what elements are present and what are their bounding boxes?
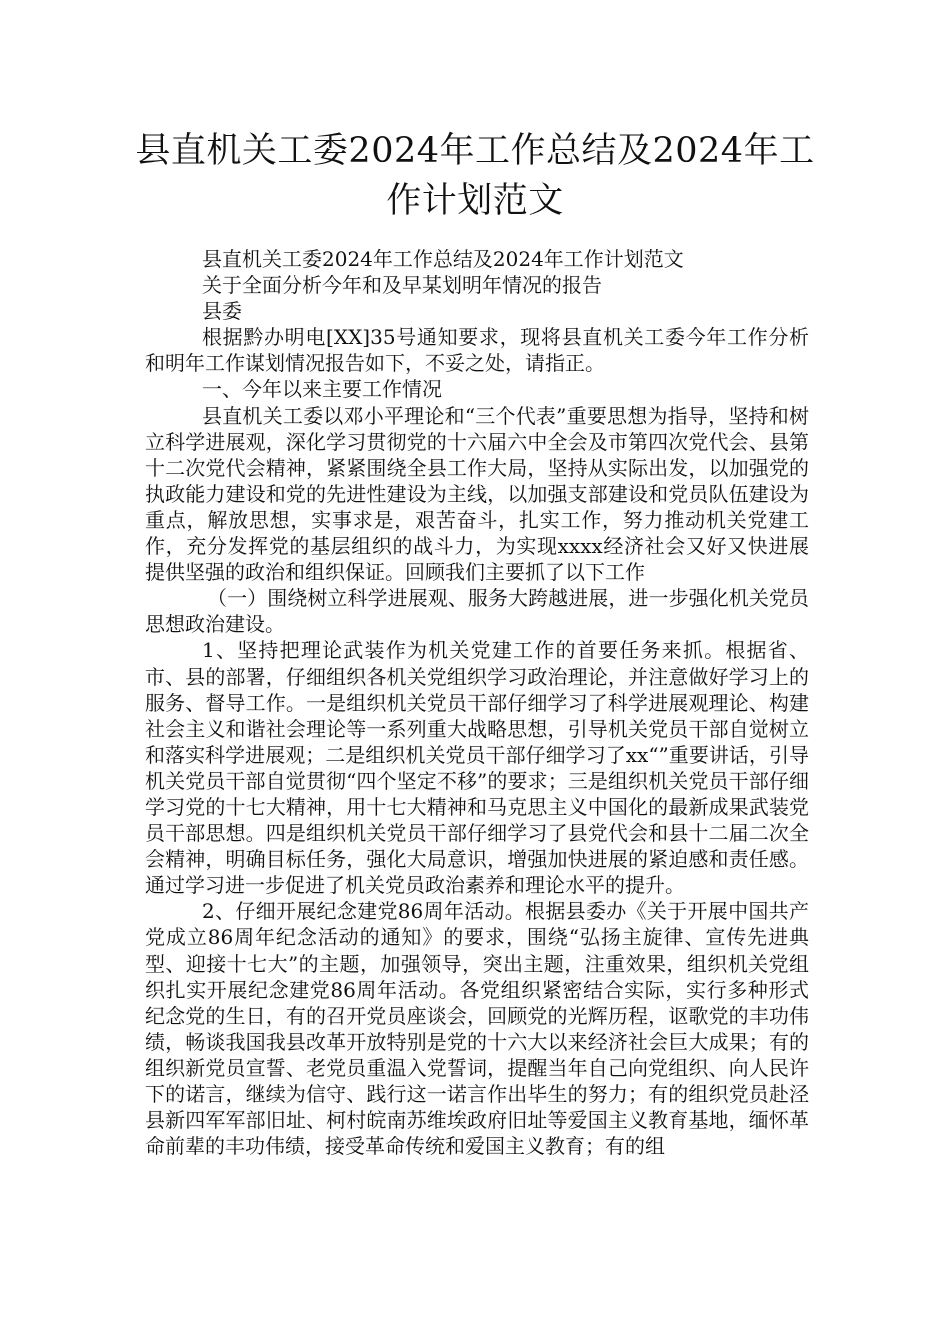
title-line-2: 作计划范文 bbox=[386, 181, 564, 221]
document-title bbox=[60, 126, 890, 226]
paragraph-overview: 县直机关工委以邓小平理论和“三个代表”重要思想为指导，坚持和树立科学进展观，深化学习贯彻党的十六届六中全会及市第四次党代会、县第十二次党代会精神，紧紧围绕全县工作大局，坚持从实际出发，以加强党的执政能力建设和党的先进性建设为主线，以加强支部建设和党员队伍建设为重点，解放思想，实事求是，艰苦奋斗，扎实工作，努力推动机关党建工作，充分发挥党的基层组织的战斗力，为实现xxxx经济社会又好又快进展提供坚强的政治和组织保证。回顾我们主要抓了以下工作 bbox=[145, 403, 809, 585]
subsection-heading-1: （一）围绕树立科学进展观、服务大跨越进展，进一步强化机关党员思想政治建设。 bbox=[145, 586, 809, 637]
title-line-1: 县直机关工委2024年工作总结及2024年工 bbox=[135, 131, 815, 171]
paragraph-intro: 根据黔办明电[XX]35号通知要求，现将县直机关工委今年工作分析和明年工作谋划情况报告如下，不妥之处，请指正。 bbox=[145, 325, 809, 376]
paragraph-item-1: 1、坚持把理论武装作为机关党建工作的首要任务来抓。根据省、市、县的部署，仔细组织各机关党组织学习政治理论，并注意做好学习上的服务、督导工作。一是组织机关党员干部仔细学习了科学进展观理论、构建社会主义和谐社会理论等一系列重大战略思想，引导机关党员干部自觉树立和落实科学进展观；二是组织机关党员干部仔细学习了xx“”重要讲话，引导机关党员干部自觉贯彻“四个坚定不移”的要求；三是组织机关党员干部仔细学习党的十七大精神，用十七大精神和马克思主义中国化的最新成果武装党员干部思想。四是组织机关党员干部仔细学习了县党代会和县十二届二次全会精神，明确目标任务，强化大局意识，增强加快进展的紧迫感和责任感。通过学习进一步促进了机关党员政治素养和理论水平的提升。 bbox=[145, 638, 809, 898]
paragraph-addressee: 县委 bbox=[202, 299, 242, 324]
paragraph-report-title: 关于全面分析今年和及早某划明年情况的报告 bbox=[202, 273, 602, 298]
paragraph-subtitle: 县直机关工委2024年工作总结及2024年工作计划范文 bbox=[202, 247, 684, 271]
paragraph-item-2: 2、仔细开展纪念建党86周年活动。根据县委办《关于开展中国共产党成立86周年纪念活动的通知》的要求，围绕“弘扬主旋律、宣传先进典型、迎接十七大”的主题，加强领导，突出主题，注重效果，组织机关党组织扎实开展纪念建党86周年活动。各党组织紧密结合实际，实行多种形式纪念党的生日，有的召开党员座谈会，回顾党的光辉历程，讴歌党的丰功伟绩，畅谈我国我县改革开放特别是党的十六大以来经济社会巨大成果；有的组织新党员宣誓、老党员重温入党誓词，提醒当年自己向党组织、向人民许下的诺言，继续为信守、践行这一诺言作出毕生的努力；有的组织党员赴泾县新四军军部旧址、柯村皖南苏维埃政府旧址等爱国主义教育基地，缅怀革命前辈的丰功伟绩，接受革命传统和爱国主义教育；有的组 bbox=[145, 899, 809, 1159]
document-body bbox=[145, 246, 809, 1159]
section-heading-1: 一、今年以来主要工作情况 bbox=[202, 377, 442, 402]
